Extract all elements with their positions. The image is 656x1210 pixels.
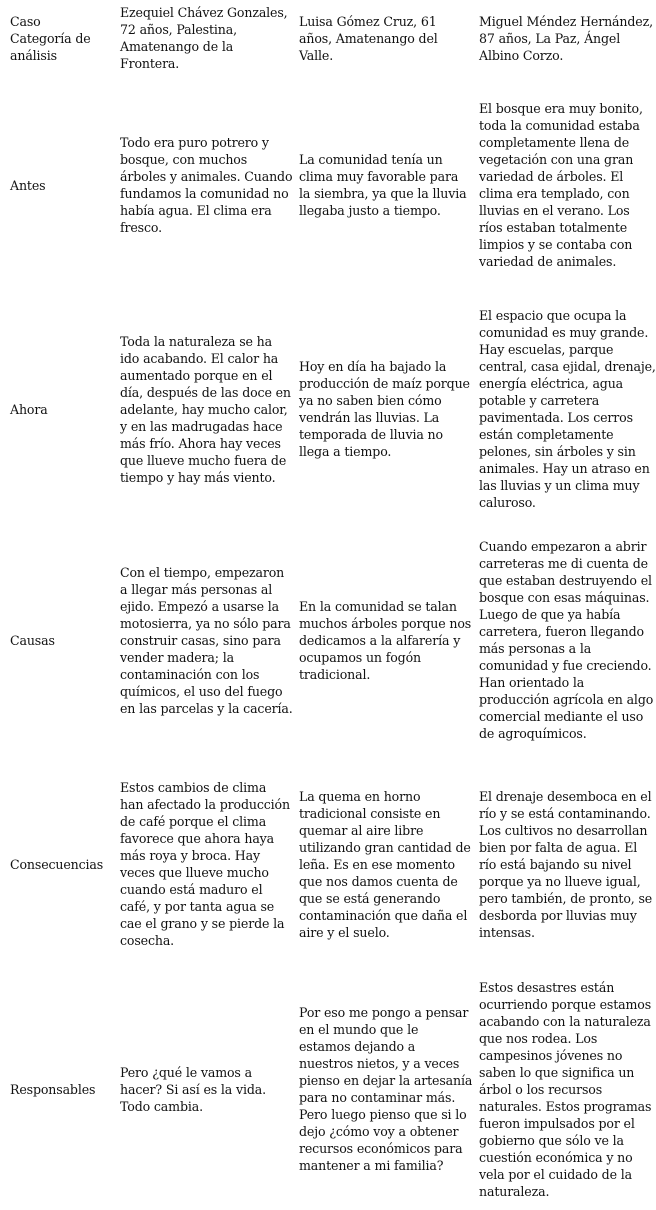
header-case-1: Ezequiel Chávez Gonzales, 72 años, Palestina, Amatenango de la Frontera.	[120, 5, 288, 71]
row-category: Antes	[10, 177, 46, 193]
table-cell: Por eso me pongo a pensar en el mundo que le estamos dejando a nuestros nietos, y a veces pienso en dejar la artesanía para no contaminar más. Pero luego pienso que si lo dejo ¿cómo voy a obtener recursos económicos para mantener a mi familia?	[299, 1005, 473, 1173]
table-row-responsables	[0, 968, 656, 1210]
row-category: Responsables	[10, 1081, 96, 1097]
table-cell: Con el tiempo, empezaron a llegar más personas al ejido. Empezó a usarse la motosierra, ya no sólo para construir casas, sino para vender madera; la contaminación con los químicos, el uso del fuego en las parcelas y la cacería.	[120, 564, 293, 716]
header-row	[0, 0, 656, 72]
table-cell: El bosque era muy bonito, toda la comunidad estaba completamente llena de vegetación con una gran variedad de árboles. El clima era templado, con lluvias en el verano. Los ríos estaban totalmente limpios y se contaba con variedad de animales.	[479, 101, 643, 269]
table-cell: Cuando empezaron a abrir carreteras me di cuenta de que estaban destruyendo el bosque con esas máquinas. Luego de que ya había carretera, fueron llegando más personas a la comunidad y fue creciendo. Han orientado la producción agrícola en algo comercial mediante el uso de agroquímicos.	[479, 539, 654, 741]
row-category: Causas	[10, 632, 55, 648]
header-case-2: Luisa Gómez Cruz, 61 años, Amatenango del Valle.	[299, 14, 438, 63]
table-cell: En la comunidad se talan muchos árboles porque nos dedicamos a la alfarería y ocupamos un fogón tradicional.	[299, 598, 472, 682]
table-cell: Hoy en día ha bajado la producción de maíz porque ya no saben bien cómo vendrán las lluvias. La temporada de lluvia no llega a tiempo.	[299, 359, 470, 459]
table-cell: Estos cambios de clima han afectado la producción de café porque el clima favorece que ahora haya más roya y broca. Hay veces que llueve mucho cuando está maduro el café, y por tanta agua se cae el grano y se pierde la cosecha.	[120, 780, 290, 948]
table-row-consecuencias	[0, 760, 656, 968]
table-cell: Todo era puro potrero y bosque, con muchos árboles y animales. Cuando fundamos la comunidad no había agua. El clima era fresco.	[120, 135, 293, 235]
table-cell: El espacio que ocupa la comunidad es muy grande. Hay escuelas, parque central, casa ejidal, drenaje, energía eléctrica, agua potable y carretera pavimentada. Los cerros están completamente pelones, sin árboles y sin animales. Hay un atraso en las lluvias y un clima muy caluroso.	[479, 308, 656, 510]
table-cell: La quema en horno tradicional consiste en quemar al aire libre utilizando gran cantidad de leña. Es en ese momento que nos damos cuenta de que se está generando contaminación que daña el aire y el suelo.	[299, 788, 471, 940]
table-row-causas	[0, 520, 656, 760]
table-cell: El drenaje desemboca en el río y se está contaminando. Los cultivos no desarrollan bien por falta de agua. El río está bajando su nivel porque ya no llueve igual, pero también, de pronto, se desborda por lluvias muy intensas.	[479, 788, 653, 940]
table-row-antes	[0, 72, 656, 298]
table-cell: Estos desastres están ocurriendo porque estamos acabando con la naturaleza que nos rodea. Los campesinos jóvenes no saben lo que significa un árbol o los recursos naturales. Estos programas fueron impulsados por el gobierno que sólo ve la cuestión económica y no vela por el cuidado de la naturaleza.	[479, 979, 652, 1199]
header-category-cell	[0, 0, 120, 72]
row-category: Consecuencias	[10, 856, 104, 872]
header-category-label: Categoría de análisis	[10, 31, 91, 63]
header-case-3: Miguel Méndez Hernández, 87 años, La Paz, Ángel Albino Corzo.	[479, 14, 653, 63]
table-row-ahora	[0, 298, 656, 520]
table-cell: Toda la naturaleza se ha ido acabando. El calor ha aumentado porque en el día, después de las doce en adelante, hay mucho calor, y en las madrugadas hace más frío. Ahora hay veces que llueve mucho fuera de tiempo y hay más viento.	[120, 333, 291, 485]
table-cell: Pero ¿qué le vamos a hacer? Si así es la vida. Todo cambia.	[120, 1064, 266, 1114]
header-case-label: Caso	[10, 14, 41, 29]
table-cell: La comunidad tenía un clima muy favorable para la siembra, ya que la lluvia llegaba justo a tiempo.	[299, 152, 467, 218]
row-category: Ahora	[10, 401, 48, 417]
